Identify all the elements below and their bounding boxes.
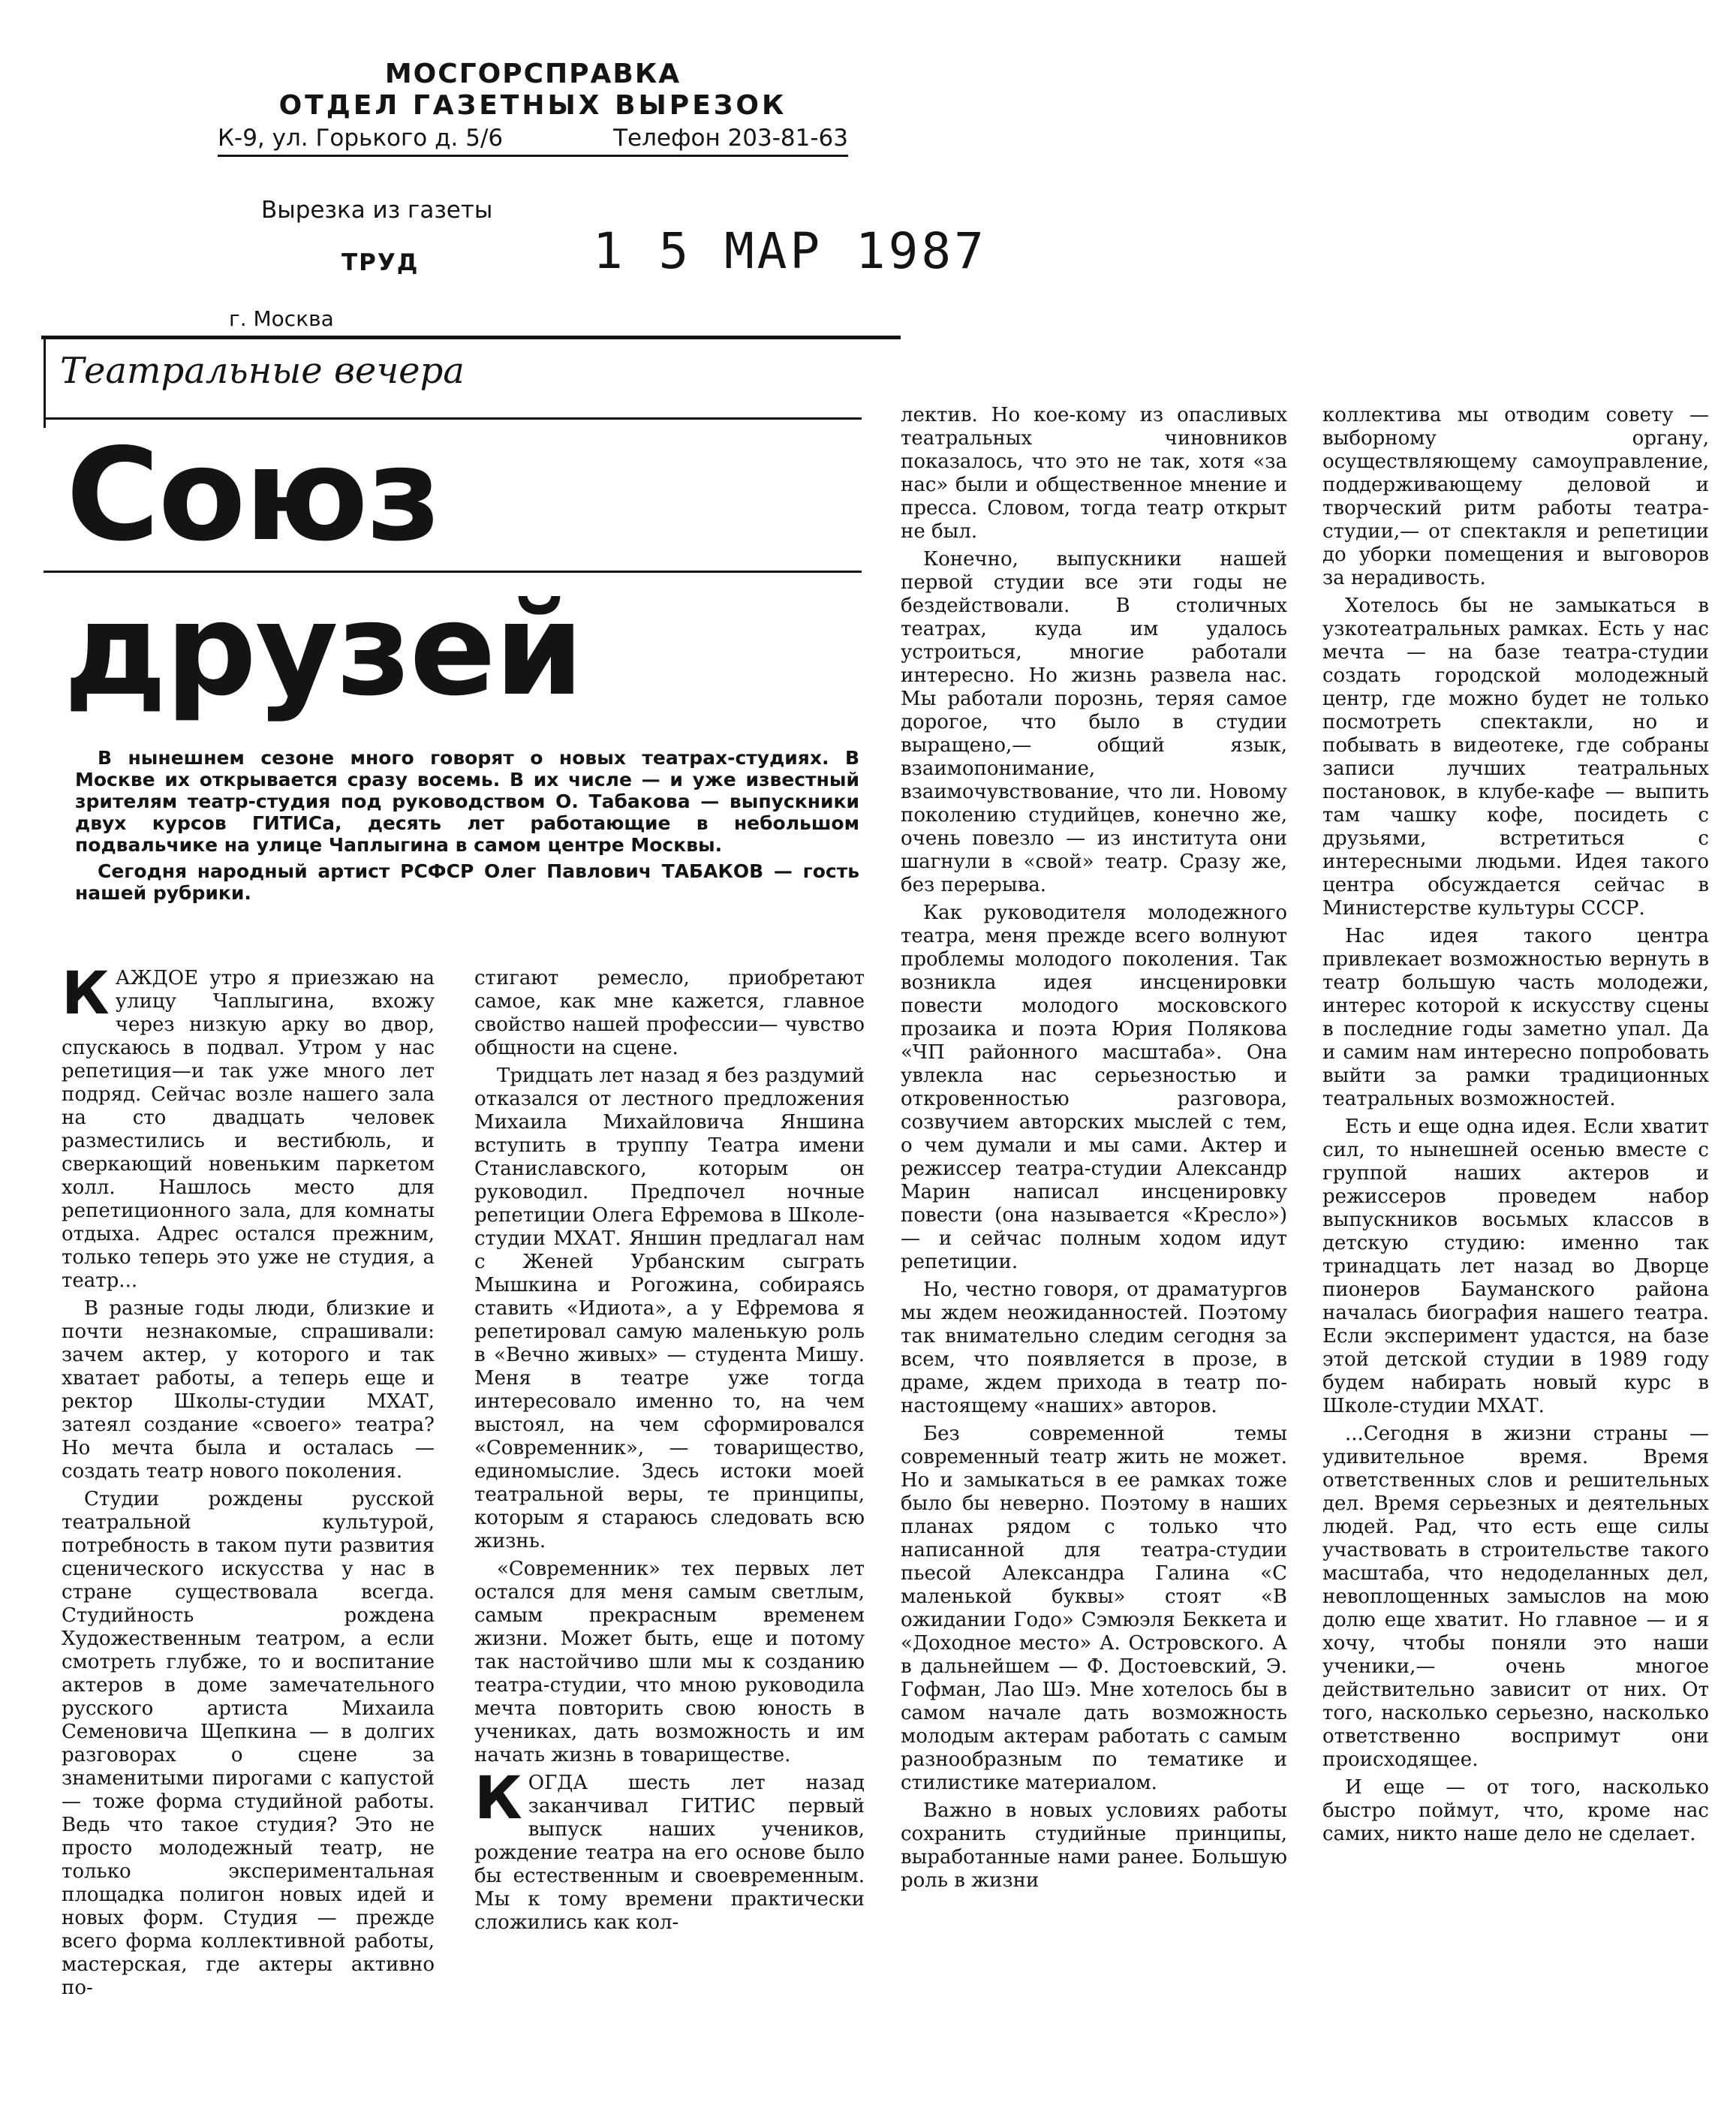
- body-paragraph: Студии рождены русской театральной культурой, потребность в таком пути развития сценического искусства у нас в стране существовала всегда. Студийность рождена Художественным театром, а если смотреть глубже, то и воспитание актеров в доме замечательного русского артиста Михаила Семеновича Щепкина — в долгих разговорах о сцене за знаменитыми пирогами с капустой — тоже форма студийной работы. Ведь что такое студия? Это не просто молодежный театр, не только экспериментальная площадка полигон новых идей и новых форм. Студия — прежде всего форма коллективной работы, мастерская, где актеры активно по-: [62, 1488, 435, 1999]
- body-paragraph: Без современной темы современный театр жить не может. Но и замыкаться в ее рамках тоже было бы неверно. Поэтому в наших планах рядом с только что написанной для театра-студии пьесой Александра Галина «С маленькой буквы» стоят «В ожидании Годо» Сэмюэля Беккета и «Доходное место» А. Островского. А в дальнейшем — Ф. Достоевский, Э. Гофман, Лао Шэ. Мне хотелось бы в самом начале дать возможность молодым актерам работать с самым разнообразным по тематике и стилистике материалом.: [901, 1423, 1287, 1794]
- drop-cap: К: [62, 967, 110, 1028]
- body-paragraph: Как руководителя молодежного театра, меня прежде всего волнуют проблемы молодого поколения. Так возникла идея инсценировки повести молодого московского прозаика и поэта Юрия Полякова «ЧП районного масштаба». Она увлекла нас серьезностью и откровенностью разговора, созвучием авторских мыслей с тем, о чем думали и мы сами. Актер и режиссер театра-студии Александр Марин написал инсценировку повести (она называется «Кресло») — и сейчас полным ходом идут репетиции.: [901, 902, 1287, 1273]
- body-paragraph: КАЖДОЕ утро я приезжаю на улицу Чаплыгина, вхожу через низкую арку во двор, спускаюсь в подвал. Утром у нас репетиция—и так уже много лет подряд. Сейчас возле нашего зала на сто двадцать человек разместились и вестибюль, и сверкающий новеньким паркетом холл. Нашлось место для репетиционного зала, для комнаты отдыха. Адрес остался прежним, только теперь это уже не студия, а театр...: [62, 967, 435, 1292]
- body-paragraph: Нас идея такого центра привлекает возможностью вернуть в театр большую часть молодежи, интерес которой к искусству сцены в последние годы заметно упал. Да и самим нам интересно попробовать выйти за рамки традиционных театральных возможностей.: [1322, 925, 1709, 1110]
- body-paragraph: Тридцать лет назад я без раздумий отказался от лестного предложения Михаила Михайловича Яншина вступить в труппу Театра имени Станиславского, которым он руководил. Предпочел ночные репетиции Олега Ефремова в Школе-студии МХАТ. Яншин предлагал нам с Женей Урбанским сыграть Мышкина и Рогожина, собираясь ставить «Идиота», а у Ефремова я репетировал самую маленькую роль в «Вечно живых» — студента Мишу. Меня в театре уже тогда интересовало именно то, на чем выстоял, на чем сформировался «Современник», — товарищество, единомыслие. Здесь истоки моей театральной веры, те принципы, которым я стараюсь следовать всю жизнь.: [474, 1065, 865, 1552]
- body-paragraph: Хотелось бы не замыкаться в узкотеатральных рамках. Есть у нас мечта — на базе театра-студии создать городской молодежный центр, где можно будет не только посмотреть спектакли, но и побывать в видеотеке, где собраны записи лучших театральных постановок, в клубе-кафе — выпить там чашку кофе, посидеть с друзьями, встретиться с интересными людьми. Идея такого центра обсуждается сейчас в Министерстве культуры СССР.: [1322, 595, 1709, 920]
- lead-guest-line: Сегодня народный артист РСФСР Олег Павлович ТАБАКОВ — гость нашей рубрики.: [75, 860, 859, 904]
- article-column-3: [901, 404, 1287, 2070]
- stamp-contact-line: [218, 122, 848, 157]
- drop-cap: К: [474, 1765, 522, 1832]
- headline-rule: [44, 571, 862, 573]
- body-paragraph: стигают ремесло, приобретают самое, как мне кажется, главное свойство нашей профессии— чувство общности на сцене.: [474, 967, 865, 1059]
- body-paragraph: коллектива мы отводим совету — выборному органу, осуществляющему самоуправление, поддерживающему деловой и творческий ритм работы театра-студии,— от спектакля и репетиции до уборки помещения и выговоров за нерадивость.: [1322, 404, 1709, 589]
- body-paragraph: лектив. Но кое-кому из опасливых театральных чиновников показалось, что это не так, хотя «за нас» были и общественное мнение и пресса. Словом, тогда театр открыт не был.: [901, 404, 1287, 543]
- clipping-stamp: [218, 59, 848, 157]
- body-paragraph: ...Сегодня в жизни страны — удивительное время. Время ответственных слов и решительных дел. Время серьезных и деятельных людей. Рад, что есть еще силы участвовать в строительстве такого масштаба, что недоделанных дел, невоплощенных замыслов на мою долю еще хватит. Но главное — и я хочу, чтобы поняли это наши ученики,— очень многое действительно зависит от них. От того, насколько серьезно, насколько ответственно воспримут они происходящее.: [1322, 1423, 1709, 1771]
- body-paragraph: Конечно, выпускники нашей первой студии все эти годы не бездействовали. В столичных театрах, куда им удалось устроиться, многие работали интересно. Но жизнь развела нас. Мы работали порознь, теряя самое дорогое, что было в студии выращено,— общий язык, взаимопонимание, взаимочувствование, что ли. Новому поколению студийцев, конечно же, очень повезло — из института они шагнули в «свой» театр. Сразу же, без перерыва.: [901, 548, 1287, 896]
- agency-name: МОСГОРСПРАВКА: [384, 59, 681, 89]
- stamp-phone: Телефон 203-81-63: [613, 125, 848, 152]
- body-paragraph: И еще — от того, насколько быстро поймут, что, кроме нас самих, никто наше дело не сделает.: [1322, 1776, 1709, 1845]
- article-column-2: [474, 967, 865, 2072]
- clip-date: 1 5 МАР 1987: [593, 222, 987, 280]
- stamp-address: К-9, ул. Горького д. 5/6: [218, 125, 504, 152]
- body-paragraph: Но, честно говоря, от драматургов мы ждем неожиданностей. Поэтому так внимательно следим сегодня за всем, что появляется в прозе, в драме, ждем прихода в театр по-настоящему «наших» авторов.: [901, 1278, 1287, 1417]
- headline-line-1: Союз: [66, 421, 440, 570]
- newspaper-name: ТРУД: [341, 249, 420, 276]
- clip-city: г. Москва: [229, 306, 334, 331]
- body-paragraph: «Современник» тех первых лет остался для меня самым светлым, самым прекрасным временем жизни. Может быть, еще и потому так настойчиво шли мы к созданию театра-студии, что мною руководила мечта повторить свою юность в учениках, дать возможность и им начать жизнь в товариществе.: [474, 1558, 865, 1766]
- article-lead: [75, 747, 859, 908]
- body-paragraph: В разные годы люди, близкие и почти незнакомые, спрашивали: зачем актер, у которого и так хватает работы, а теперь еще и ректор Школы-студии МХАТ, затеял создание «своего» театра? Но мечта была и осталась — создать театр нового поколения.: [62, 1297, 435, 1483]
- body-paragraph: Есть и еще одна идея. Если хватит сил, то нынешней осенью вместе с группой наших актеров и режиссеров проведем набор выпускников восьмых классов в детскую студию: именно так тринадцать лет назад во Дворце пионеров Бауманского района началась биография нашего театра. Если эксперимент удастся, на базе этой детской студии в 1989 году будем набирать новый курс в Школе-студии МХАТ.: [1322, 1116, 1709, 1417]
- lead-paragraph: В нынешнем сезоне много говорят о новых театрах-студиях. В Москве их открывается сразу восемь. В их числе — и уже известный зрителям театр-студия под руководством О. Табакова — выпускники двух курсов ГИТИСа, десять лет работающие в небольшом подвальчике на улице Чаплыгина в самом центре Москвы.: [75, 747, 859, 856]
- body-paragraph: Важно в новых условиях работы сохранить студийные принципы, выработанные нами ранее. Большую роль в жизни: [901, 1799, 1287, 1892]
- article-column-4: [1322, 404, 1709, 2070]
- article-column-1: [62, 967, 435, 2072]
- body-paragraph: КОГДА шесть лет назад заканчивал ГИТИС первый выпуск наших учеников, рождение театра на его основе было бы естественным и своевременным. Мы к тому времени практически сложились как кол-: [474, 1765, 865, 1934]
- headline-line-2: друзей: [64, 576, 582, 724]
- rubric-title: Театральные вечера: [60, 350, 465, 392]
- rubric-side-rule: [44, 338, 46, 428]
- department-name: ОТДЕЛ ГАЗЕТНЫХ ВЫРЕЗОК: [278, 90, 787, 121]
- clip-source-label: Вырезка из газеты: [261, 197, 493, 224]
- top-rule: [41, 336, 901, 339]
- rubric-rule: [44, 417, 862, 420]
